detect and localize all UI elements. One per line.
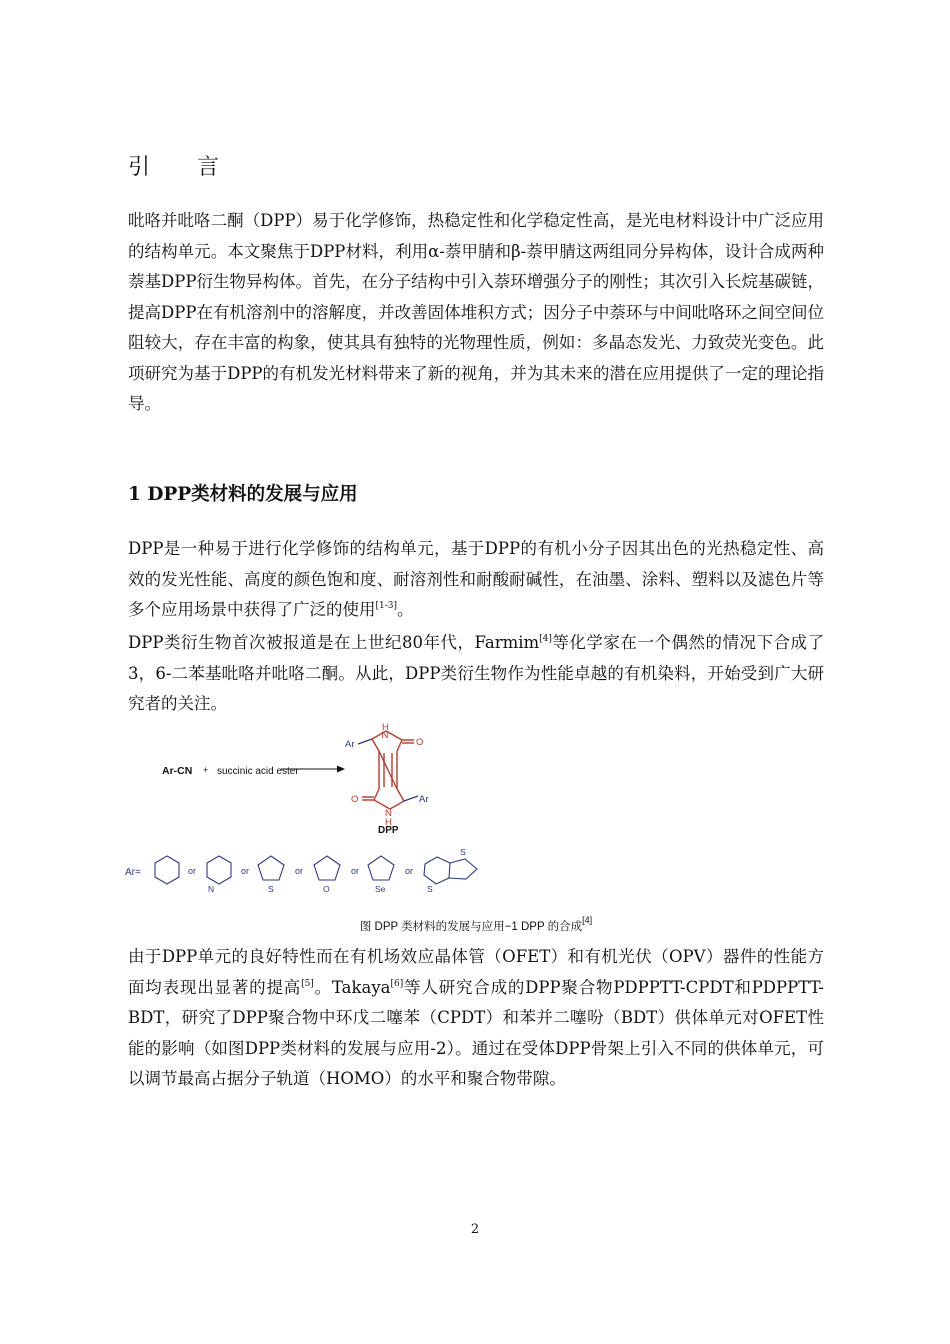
thiophene-ring-icon [258, 856, 284, 880]
intro-heading: 引 言 [128, 155, 239, 180]
thienothiophene-ring-icon [424, 857, 450, 884]
p2-text-b: 等化学家在一个偶然的情况下合成了3，6-二苯基吡咯并吡咯二酮。从此，DPP类衍生物作为性能卓越的有机染料，开始受到广大研究者的关注。 [128, 633, 824, 713]
citation-ref: [6] [390, 978, 404, 989]
intro-paragraph: 吡咯并吡咯二酮（DPP）易于化学修饰，热稳定性和化学稳定性高，是光电材料设计中广泛应用的结构单元。本文聚焦于DPP材料，利用α-萘甲腈和β-萘甲腈这两组同分异构体，设计合成两种萘基DPP衍生物异构体。首先，在分子结构中引入萘环增强分子的刚性；其次引入长烷基碳链，提高DPP在有机溶剂中的溶解度，并改善固体堆积方式；因分子中萘环与中间吡咯环之间空间位阻较大，存在丰富的构象，使其具有独特的光物理性质，例如：多晶态发光、力致荧光变色。此项研究为基于DPP的有机发光材料带来了新的视角，并为其未来的潜在应用提供了一定的理论指导。 [128, 211, 824, 413]
citation-ref: [5] [301, 978, 314, 989]
pyridine-n: N [208, 884, 215, 894]
p3-text-b: 。Takaya [313, 977, 391, 997]
ar-options [125, 847, 477, 894]
p3-text-a: 由于DPP单元的良好特性而在有机场效应晶体管（OFET）和有机光伏（OPV）器件的性能方面均表现出显著的提高 [128, 947, 824, 997]
atom-h-bottom: H [385, 817, 392, 828]
thiophene-s: S [268, 884, 274, 894]
section-1-paragraph-3 [128, 942, 824, 1095]
p2-text-a: DPP类衍生物首次被报道是在上世纪80年代，Farmim [128, 633, 540, 652]
benzene-ring-icon [155, 856, 179, 884]
atom-o-left: O [351, 794, 359, 805]
selenophene-se: Se [375, 884, 386, 894]
furan-o: O [323, 884, 330, 894]
thienothiophene-s-top: S [460, 847, 466, 857]
group-ar-top: Ar [345, 739, 355, 750]
or-3: or [295, 866, 304, 876]
section-1-paragraph-2 [128, 628, 824, 720]
thienothiophene-s-bottom: S [427, 884, 433, 894]
or-1: or [188, 866, 197, 876]
p3-text-c: 等人研究合成的DPP聚合物PDPPTT-CPDT和PDPPTT-BDT，研究了DPP聚合物中环戊二噻苯（CPDT）和苯并二噻吩（BDT）供体单元对OFET性能的影响（如图DPP类材料的发展与应用-2）。通过在受体DPP骨架上引入不同的供体单元，可以调节最高占据分子轨道（HOMO）的水平和聚合物带隙。 [128, 977, 825, 1088]
atom-n-bottom: N [385, 808, 392, 819]
figure-caption [128, 915, 824, 934]
section-1-paragraph-1 [128, 534, 824, 626]
arrow-head-icon [337, 766, 345, 773]
p1-end: 。 [397, 600, 414, 619]
atom-h-top: H [382, 722, 389, 733]
reactant-ar-cn: Ar-CN [162, 765, 193, 777]
section-1-heading: 1 DPP类材料的发展与应用 [128, 484, 358, 505]
atom-n-top: N [381, 730, 389, 741]
dpp-core-structure [362, 731, 414, 809]
or-4: or [351, 866, 360, 876]
dpp-synthesis-scheme [115, 722, 495, 898]
caption-text: 图 DPP 类材料的发展与应用−1 DPP 的合成 [359, 921, 583, 933]
page-number: 2 [470, 1222, 480, 1237]
atom-o-right: O [416, 737, 424, 748]
or-5: or [405, 866, 414, 876]
ar-def-label: Ar= [125, 867, 141, 878]
or-2: or [241, 866, 250, 876]
citation-ref: [4] [582, 915, 593, 925]
furan-ring-icon [314, 856, 340, 880]
intro-block [128, 206, 824, 420]
dpp-label: DPP [378, 825, 399, 836]
pyridine-ring-icon [207, 856, 231, 884]
citation-ref: [4] [539, 634, 552, 644]
p1-text: DPP是一种易于进行化学修饰的结构单元，基于DPP的有机小分子因其出色的光热稳定性、高效的发光性能、高度的颜色饱和度、耐溶剂性和耐酸耐碱性，在油墨、涂料、塑料以及滤色片等多个应用场景中获得了广泛的使用 [128, 539, 824, 619]
selenophene-ring-icon [368, 856, 394, 880]
reactant-succinic: succinic acid ester [217, 766, 299, 777]
citation-ref: [1-3] [375, 601, 398, 611]
plus-sign: + [203, 765, 209, 775]
group-ar-bottom: Ar [419, 794, 429, 805]
